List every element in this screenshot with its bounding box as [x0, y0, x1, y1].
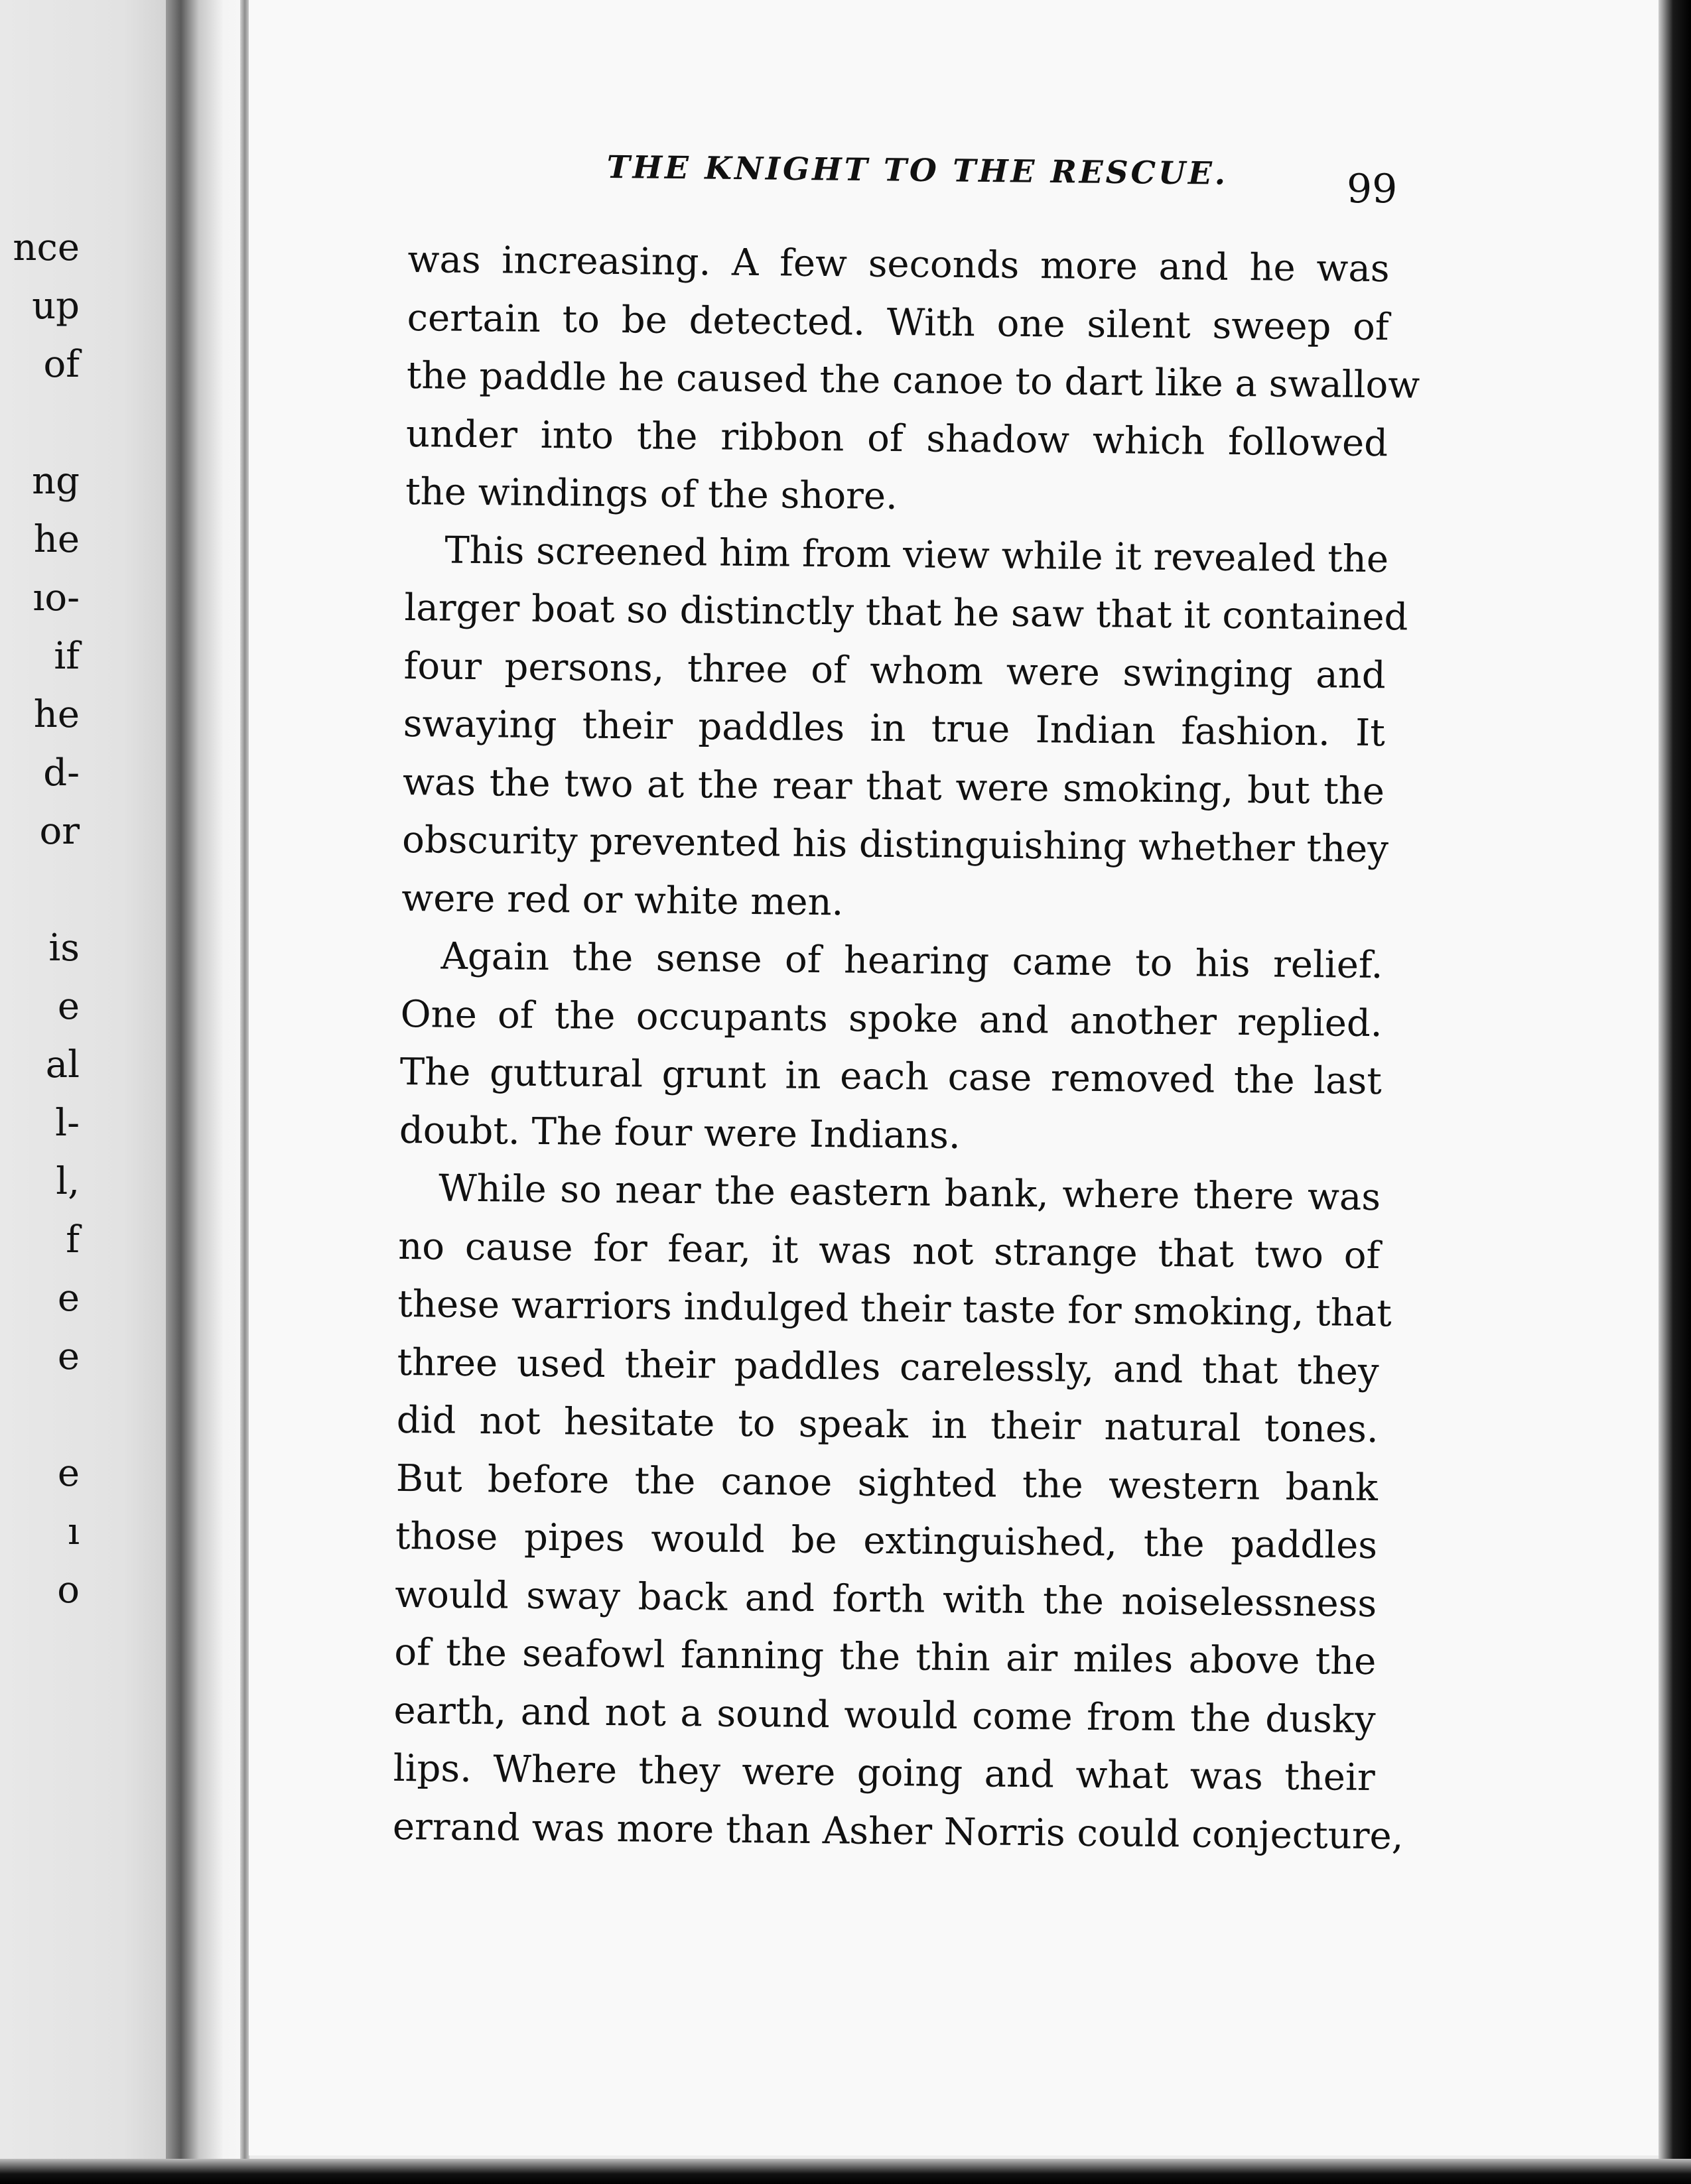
text-line: the paddle he caused the canoe to dart like a swallow [406, 353, 1420, 407]
text-line: did not hesitate to speak in their natural tones. [396, 1398, 1379, 1452]
paragraph [405, 231, 1420, 531]
left-page-fragment: if [54, 635, 80, 678]
text-line: four persons, three of whom were swinging and [403, 644, 1386, 697]
left-page-fragment [0, 394, 80, 452]
left-page-fragment: f [66, 1218, 80, 1261]
text-line: obscurity prevented his distinguishing whether they [401, 818, 1389, 871]
running-header: THE KNIGHT TO THE RESCUE. [606, 149, 1229, 192]
text-line: certain to be detected. With one silent sweep of [407, 296, 1389, 349]
left-page-fragment: d- [43, 751, 80, 795]
left-page-fragment: e [57, 1277, 80, 1320]
left-page-fragment: al [45, 1043, 80, 1086]
text-line: those pipes would be extinguished, the paddles [395, 1514, 1378, 1568]
left-page-fragment: o [57, 1569, 80, 1612]
text-line: under into the ribbon of shadow which followed [405, 412, 1388, 465]
left-page-fragment: of [43, 343, 80, 386]
text-line: the windings of the shore. [405, 470, 898, 519]
bottom-page-edge [0, 2159, 1691, 2184]
text-line: lips. Where they were going and what was their [393, 1746, 1375, 1800]
left-page-fragment [0, 1386, 80, 1445]
book-gutter [166, 0, 249, 2184]
left-page-fragment: up [32, 285, 80, 328]
left-page-fragment: is [48, 927, 80, 970]
left-page-fragment: l- [55, 1102, 80, 1145]
left-page-fragment: or [39, 810, 80, 853]
text-line: three used their paddles carelessly, and that they [397, 1340, 1379, 1393]
text-line: doubt. The four were Indians. [399, 1108, 961, 1157]
left-page-text-fragments [0, 219, 80, 1620]
left-page-fragment: ng [32, 460, 80, 503]
right-page-edge [1658, 0, 1691, 2184]
left-page-fragment: e [57, 1452, 80, 1495]
text-line: was increasing. A few seconds more and he was [407, 237, 1390, 291]
left-page [0, 0, 176, 2184]
text-line: This screened him from view while it revealed the [444, 529, 1389, 581]
left-page-fragment: nce [13, 226, 80, 269]
text-line: larger boat so distinctly that he saw that it contained [404, 586, 1408, 639]
text-line: swaying their paddles in true Indian fashion. It [403, 702, 1386, 755]
text-line: no cause for fear, it was not strange that two of [397, 1224, 1381, 1277]
page-number: 99 [1347, 166, 1398, 212]
left-page-fragment: e [57, 985, 80, 1028]
left-page-fragment: he [33, 518, 80, 561]
paragraph [392, 1159, 1404, 1865]
page-body-text [392, 231, 1420, 1865]
left-page-fragment: e [57, 1335, 80, 1378]
text-line: Again the sense of hearing came to his relief. [440, 934, 1383, 988]
text-line: was the two at the rear that were smoking, but the [402, 760, 1385, 813]
text-line: were red or white men. [401, 876, 844, 924]
text-line: errand was more than Asher Norris could conjecture, [392, 1805, 1404, 1858]
text-line: The guttural grunt in each case removed the last [399, 1050, 1383, 1104]
text-line: But before the canoe sighted the western bank [395, 1456, 1379, 1510]
left-page-fragment: l, [56, 1160, 80, 1203]
paragraph [399, 927, 1383, 1169]
paragraph [401, 521, 1408, 936]
text-line: would sway back and forth with the noiselessness [394, 1573, 1377, 1626]
text-line: these warriors indulged their taste for smoking, that [397, 1282, 1392, 1336]
left-page-fragment: ıo- [33, 576, 80, 619]
text-line: of the seafowl fanning the thin air miles above the [394, 1630, 1377, 1684]
text-line: While so near the eastern bank, where there was [438, 1167, 1381, 1220]
text-line: One of the occupants spoke and another replied. [400, 992, 1383, 1045]
left-page-fragment [0, 861, 80, 919]
spine-shadow [240, 0, 249, 2184]
left-page-fragment: ı [68, 1510, 80, 1553]
left-page-fragment: he [33, 693, 80, 736]
text-line: earth, and not a sound would come from the dusky [393, 1689, 1376, 1742]
